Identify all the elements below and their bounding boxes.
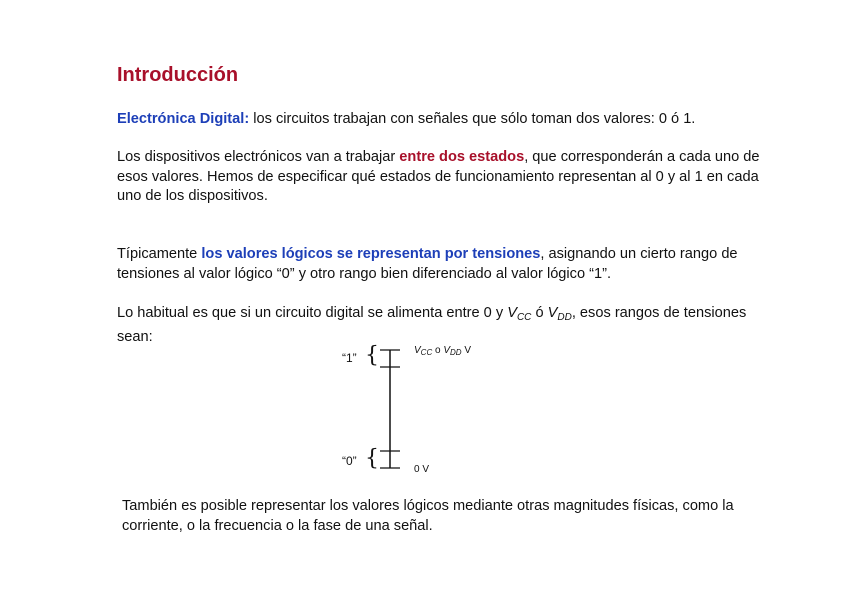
symbol-vcc: V: [507, 305, 517, 321]
logic-one-label: “1”: [342, 351, 357, 365]
logic-zero-label: “0”: [342, 454, 357, 468]
symbol-vdd: V: [547, 305, 558, 321]
highlight-logic-values: los valores lógicos se representan por tensiones: [201, 246, 541, 262]
term-digital-electronics: Electrónica Digital:: [117, 111, 250, 127]
paragraph-text: , esos rangos de tensiones sean:: [117, 305, 747, 345]
highlight-two-states: entre dos estados: [399, 149, 525, 165]
paragraph-digital-electronics: [117, 110, 777, 130]
paragraph-text: los circuitos trabajan con señales que sólo toman dos valores: 0 ó 1.: [249, 111, 696, 127]
logic-one-brace: {: [365, 343, 379, 368]
voltage-scale-graphic: [330, 340, 530, 480]
paragraph-text: Típicamente: [117, 246, 202, 262]
logic-zero-brace: {: [365, 446, 379, 471]
paragraph-text: Los dispositivos electrónicos van a trabajar: [117, 149, 400, 165]
paragraph-other-magnitudes: También es posible representar los valores lógicos mediante otras magnitudes físicas, como la corriente, o la frecuencia o la fase de una señal.: [122, 498, 734, 534]
symbol-vcc-subscript: CC: [516, 312, 532, 323]
bottom-voltage-label: 0 V: [414, 464, 430, 475]
top-voltage-label: $V_{CC}$ o $V_{DD}$ V: [414, 345, 472, 357]
paragraph-text: , que corresponderán a cada uno de esos valores. Hemos de especificar qué estados de funcionamiento representan al 0 y al 1 en cada uno de los dispositivos.: [117, 149, 760, 204]
slide-title: Introducción: [117, 64, 239, 86]
paragraph-text: ó: [531, 305, 548, 321]
paragraph-text: , asignando un cierto rango de tensiones al valor lógico “0” y otro rango bien diferenciado al valor lógico “1”.: [117, 246, 738, 282]
paragraph-text: Lo habitual es que si un circuito digital se alimenta entre 0 y: [117, 305, 508, 321]
paragraph-voltage-representation: [117, 245, 777, 284]
voltage-range-diagram: [330, 340, 530, 480]
symbol-vdd-subscript: DD: [557, 312, 572, 323]
paragraph-two-states: [117, 148, 777, 207]
